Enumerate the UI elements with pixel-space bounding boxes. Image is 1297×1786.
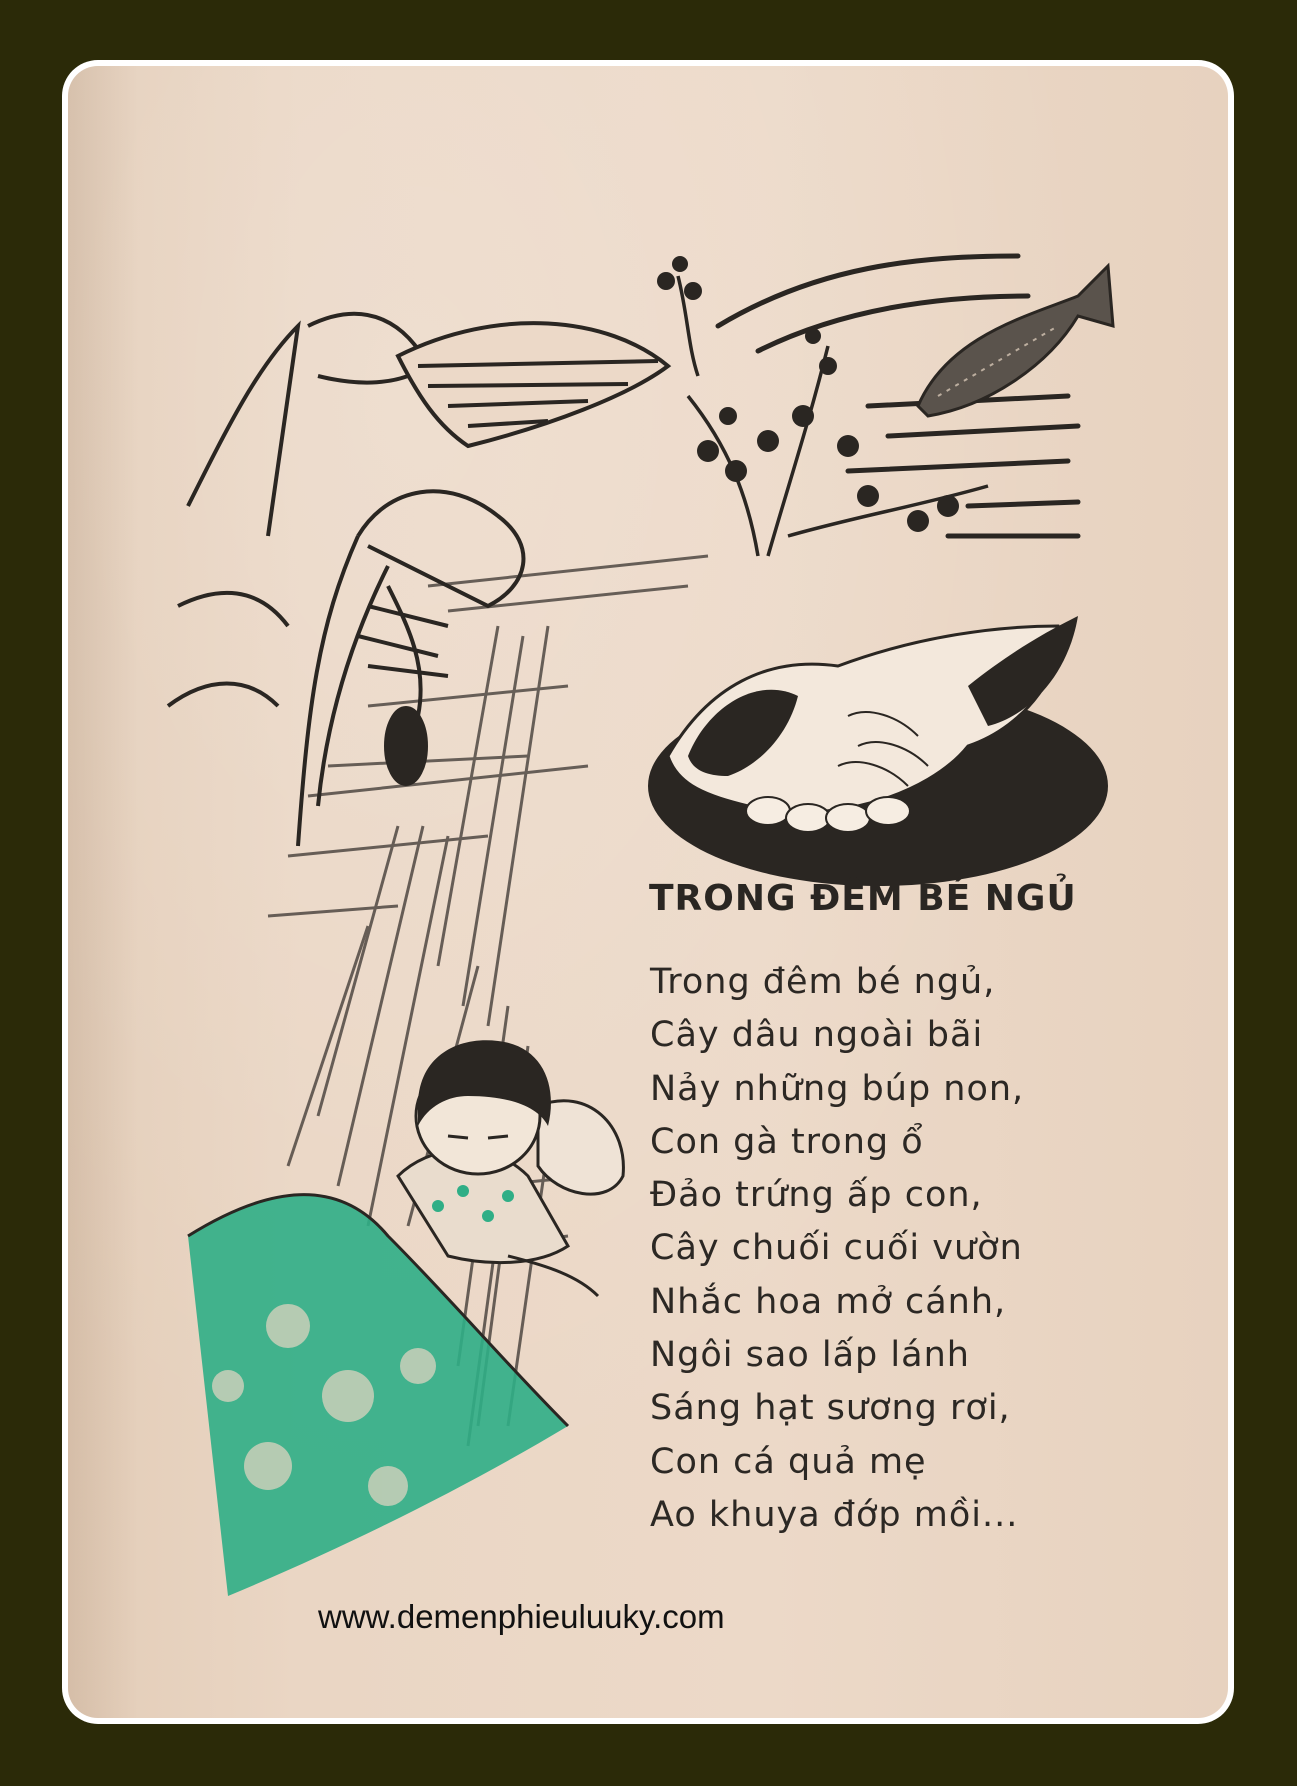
poem-line: Ngôi sao lấp lánh: [650, 1335, 970, 1376]
poem-line: Cây dâu ngoài bãi: [650, 1015, 984, 1056]
poem-line: Trong đêm bé ngủ,: [650, 962, 996, 1002]
poem-line: Đảo trứng ấp con,: [650, 1175, 983, 1216]
poem-line: Cây chuối cuối vườn: [650, 1228, 1023, 1269]
poem-line: Ao khuya đớp mồi...: [650, 1494, 1019, 1535]
water-strokes: [718, 256, 1078, 536]
nesting-hen-illustration: [648, 616, 1108, 886]
poem-line: Con cá quả mẹ: [650, 1441, 927, 1482]
poem-title: TRONG ĐÊM BÉ NGỦ: [649, 878, 1077, 919]
book-page: [68, 66, 1228, 1718]
poem-line: Con gà trong ổ: [650, 1121, 924, 1162]
poem-stanza: [650, 956, 1024, 1542]
snakehead-fish-illustration: [918, 266, 1113, 416]
banana-plant-illustration: [168, 314, 668, 846]
sleeping-child-illustration: [188, 1040, 623, 1596]
website-url[interactable]: www.demenphieuluuky.com: [318, 1598, 725, 1635]
page-frame: [62, 60, 1234, 1724]
poem-line: Nhắc hoa mở cánh,: [650, 1281, 1007, 1322]
poem-line: Sáng hạt sương rơi,: [650, 1388, 1011, 1429]
poem-line: Nảy những búp non,: [650, 1068, 1025, 1109]
